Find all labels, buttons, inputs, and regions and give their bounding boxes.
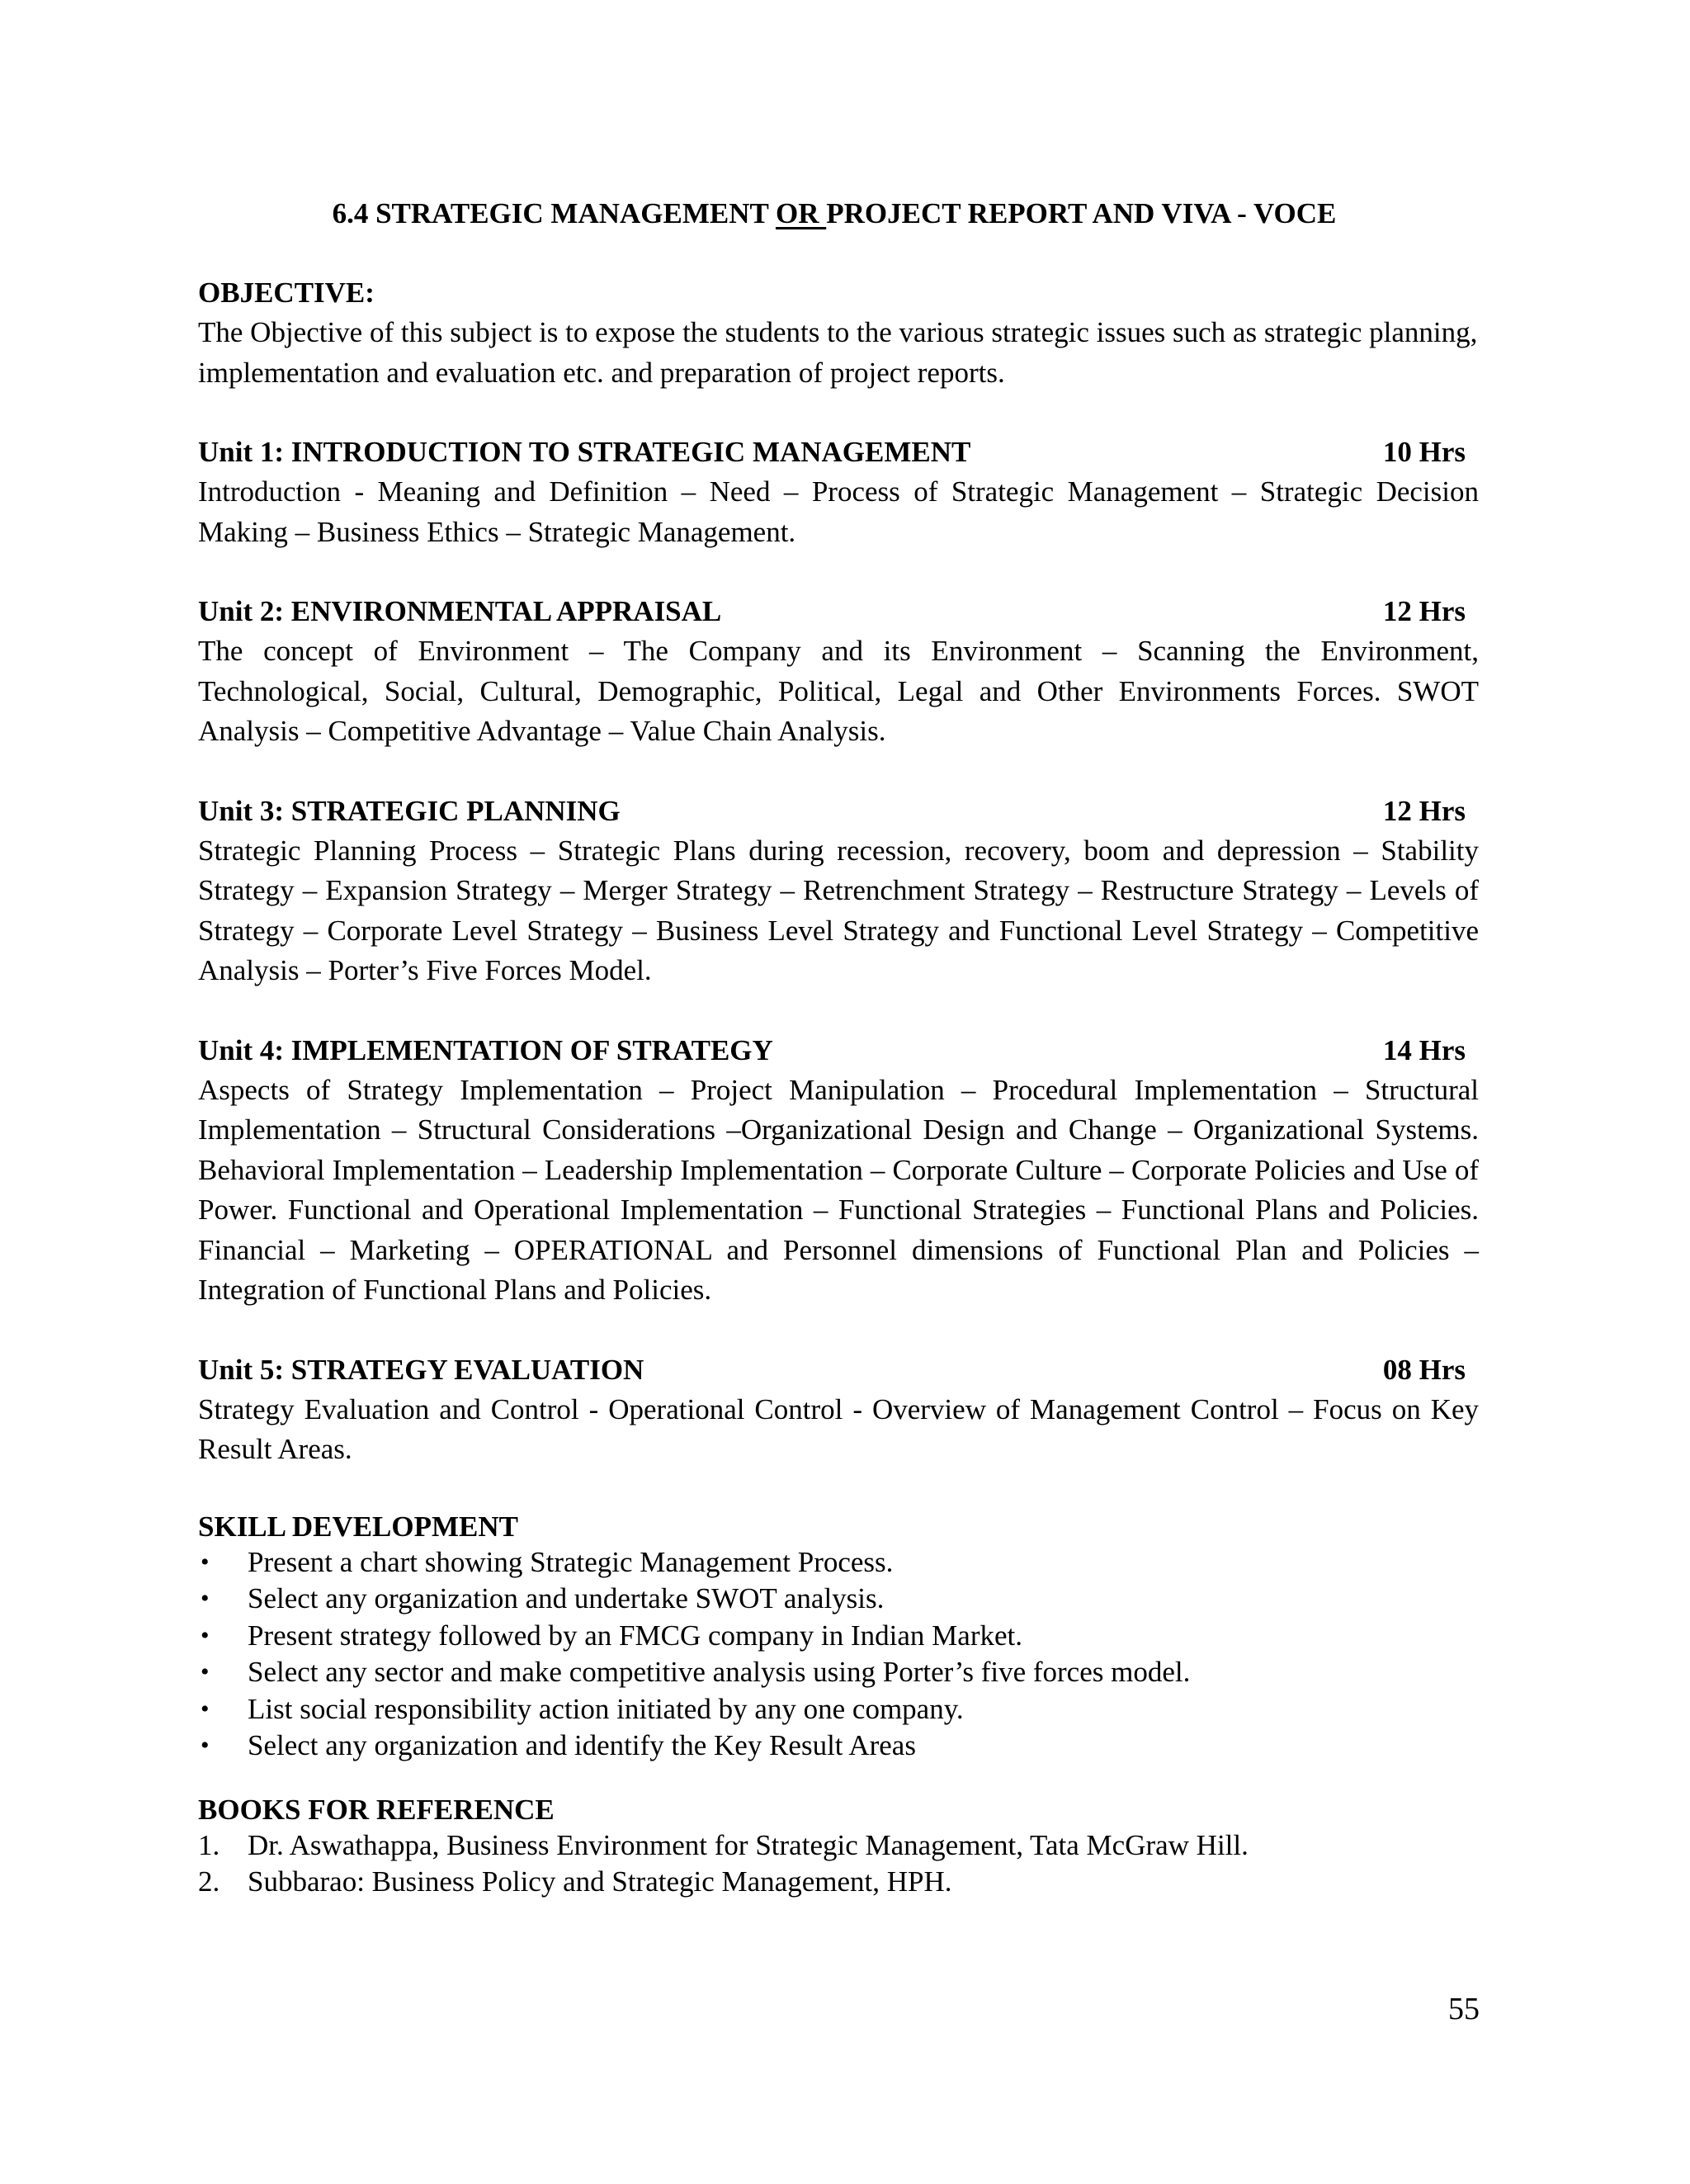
bullet-icon: • xyxy=(201,1658,210,1685)
objective-heading: OBJECTIVE: xyxy=(198,277,375,309)
skill-item-text: List social responsibility action initiated by any one company. xyxy=(248,1692,964,1725)
skill-item xyxy=(198,1691,1479,1728)
books-heading: BOOKS FOR REFERENCE xyxy=(198,1793,555,1826)
skill-item xyxy=(198,1581,1479,1618)
skill-item-text: Present a chart showing Strategic Management Process. xyxy=(248,1545,894,1578)
skill-item xyxy=(198,1654,1479,1691)
skill-item-text: Select any organization and identify the Key Result Areas xyxy=(248,1729,916,1761)
unit-4-section xyxy=(198,1031,1479,1311)
book-number: 1. xyxy=(198,1828,220,1861)
unit-4-hours: 14 Hrs xyxy=(1382,1033,1466,1066)
document-page xyxy=(198,194,1479,1901)
books-list xyxy=(198,1827,1479,1901)
unit-2-section xyxy=(198,592,1479,752)
unit-5-header xyxy=(198,1350,1479,1390)
books-section xyxy=(198,1793,1479,1901)
book-text: Dr. Aswathappa, Business Environment for Strategic Management, Tata McGraw Hill. xyxy=(248,1828,1249,1861)
unit-3-header xyxy=(198,792,1479,831)
title-suffix: PROJECT REPORT AND VIVA - VOCE xyxy=(826,197,1337,229)
unit-3-hours: 12 Hrs xyxy=(1382,794,1466,827)
unit-5-hours: 08 Hrs xyxy=(1382,1353,1466,1386)
document-title xyxy=(190,194,1479,234)
unit-2-text: The concept of Environment – The Company and its Environment – Scanning the Environment, Technological, Social, Cultural, Demographic, Political, Legal and Other Environments Forces. SWOT Analysis – Competitive Advantage – Value Chain Analysis. xyxy=(198,635,1479,747)
skill-development-list xyxy=(198,1544,1479,1765)
page-number: 55 xyxy=(1448,1992,1480,2026)
book-text: Subbarao: Business Policy and Strategic Management, HPH. xyxy=(248,1865,952,1898)
skill-development-section xyxy=(198,1510,1479,1765)
title-prefix: 6.4 STRATEGIC MANAGEMENT xyxy=(332,197,776,229)
unit-3-title: Unit 3: STRATEGIC PLANNING xyxy=(198,794,621,827)
unit-4-title: Unit 4: IMPLEMENTATION OF STRATEGY xyxy=(198,1033,773,1066)
book-number: 2. xyxy=(198,1865,220,1898)
bullet-icon: • xyxy=(201,1585,210,1612)
unit-4-text: Aspects of Strategy Implementation – Project Manipulation – Procedural Implementation – Structural Implementation – Structural Considerations –Organizational Design and Change – Organizational Systems. Behavioral Implementation – Leadership Implementation – Corporate Culture – Corporate Policies and Use of Power. Functional and Operational Implementation – Functional Strategies – Functional Plans and Policies. Financial – Marketing – OPERATIONAL and Personnel dimensions of Functional Plan and Policies – Integration of Functional Plans and Policies. xyxy=(198,1073,1479,1306)
unit-5-title: Unit 5: STRATEGY EVALUATION xyxy=(198,1353,644,1386)
skill-item xyxy=(198,1544,1479,1581)
unit-5-text: Strategy Evaluation and Control - Operational Control - Overview of Management Control – Focus on Key Result Areas. xyxy=(198,1392,1479,1465)
unit-5-section xyxy=(198,1350,1479,1470)
title-or: OR xyxy=(775,197,827,229)
bullet-icon: • xyxy=(201,1548,210,1576)
unit-2-header xyxy=(198,592,1479,631)
unit-3-section xyxy=(198,792,1479,991)
skill-item-text: Select any sector and make competitive analysis using Porter’s five forces model. xyxy=(248,1656,1191,1688)
skill-item xyxy=(198,1728,1479,1765)
unit-1-header xyxy=(198,433,1479,472)
skill-item-text: Present strategy followed by an FMCG company in Indian Market. xyxy=(248,1619,1022,1652)
objective-text: The Objective of this subject is to expose the students to the various strategic issues such as strategic planning, implementation and evaluation etc. and preparation of project reports. xyxy=(198,316,1478,389)
unit-2-title: Unit 2: ENVIRONMENTAL APPRAISAL xyxy=(198,595,722,627)
unit-1-title: Unit 1: INTRODUCTION TO STRATEGIC MANAGEMENT xyxy=(198,436,971,468)
bullet-icon: • xyxy=(201,1695,210,1723)
unit-3-text: Strategic Planning Process – Strategic Plans during recession, recovery, boom and depression – Stability Strategy – Expansion Strategy – Merger Strategy – Retrenchment Strategy – Restructure Strategy – Levels of Strategy – Corporate Level Strategy – Business Level Strategy and Functional Level Strategy – Competitive Analysis – Porter’s Five Forces Model. xyxy=(198,834,1479,986)
unit-1-section xyxy=(198,433,1479,552)
bullet-icon: • xyxy=(201,1621,210,1649)
skill-item-text: Select any organization and undertake SWOT analysis. xyxy=(248,1582,885,1614)
book-item xyxy=(198,1864,1479,1901)
unit-4-header xyxy=(198,1031,1479,1071)
skill-development-heading: SKILL DEVELOPMENT xyxy=(198,1510,519,1543)
unit-1-hours: 10 Hrs xyxy=(1382,436,1466,468)
unit-2-hours: 12 Hrs xyxy=(1382,595,1466,627)
book-item xyxy=(198,1827,1479,1865)
unit-1-text: Introduction - Meaning and Definition – Need – Process of Strategic Management – Strategic Decision Making – Business Ethics – Strategic Management. xyxy=(198,475,1479,548)
objective-section xyxy=(198,273,1479,393)
bullet-icon: • xyxy=(201,1732,210,1759)
skill-item xyxy=(198,1618,1479,1655)
